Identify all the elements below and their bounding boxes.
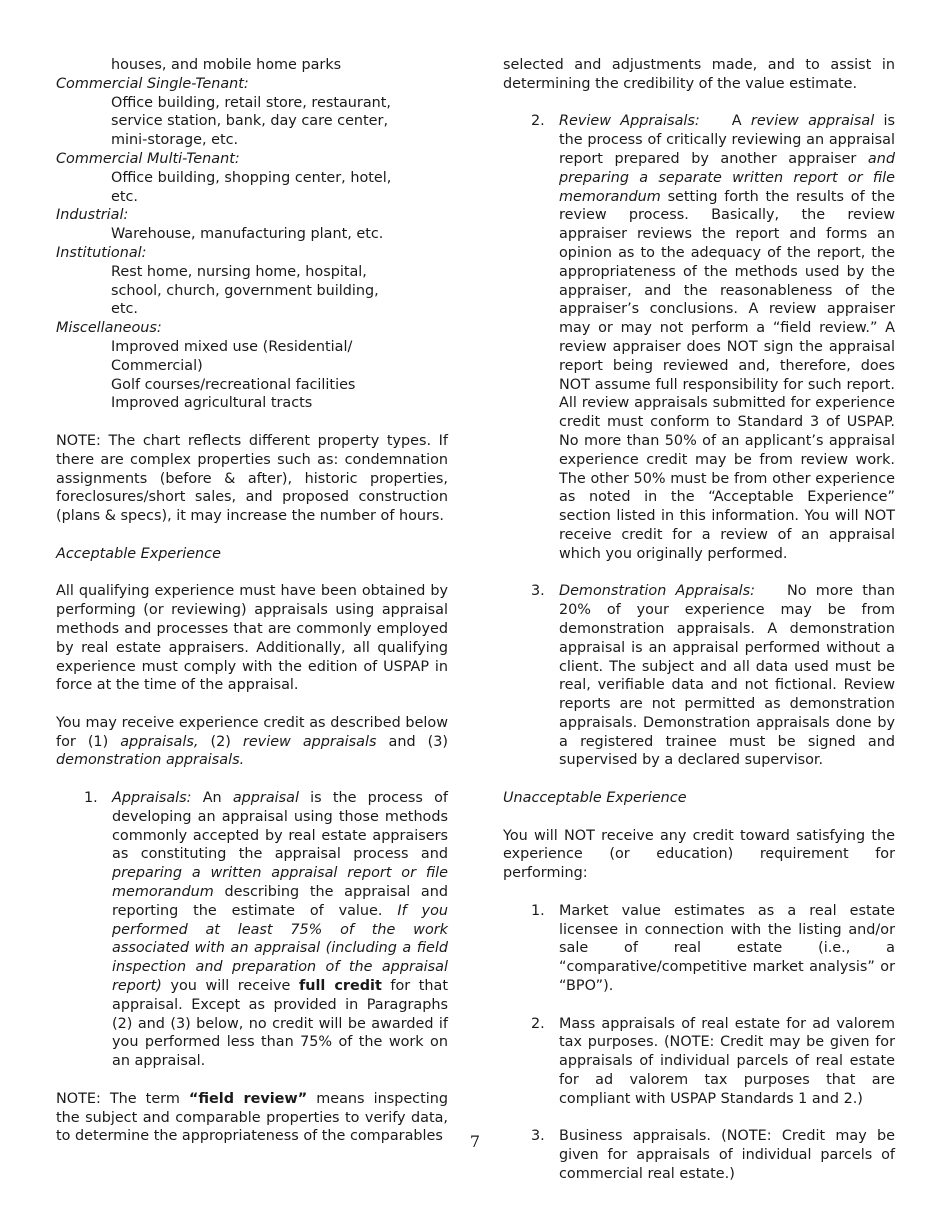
list-item-mass-appraisals: 2. Mass appraisals of real estate for ad valorem tax purposes. (NOTE: Credit may be given for appraisals of individual parcels of real estate for ad valorem tax purposes that are compliant with USPAP Standards 1 and 2.) bbox=[531, 1015, 895, 1107]
category-item: Office building, retail store, restaurant, bbox=[111, 94, 392, 111]
right-column bbox=[503, 56, 895, 1184]
list-number: 1. bbox=[531, 902, 545, 919]
category-item: etc. bbox=[111, 188, 138, 205]
category-item: Rest home, nursing home, hospital, bbox=[111, 263, 367, 280]
category-item: Office building, shopping center, hotel, bbox=[111, 169, 392, 186]
category-item: etc. bbox=[111, 301, 138, 318]
property-type-line: houses, and mobile home parks bbox=[111, 57, 342, 73]
category-item: Golf courses/recreational facilities bbox=[111, 376, 356, 393]
page-number: 7 bbox=[469, 1132, 481, 1151]
category-commercial-single-tenant: Commercial Single-Tenant: bbox=[56, 75, 249, 92]
category-item: service station, bank, day care center, bbox=[111, 113, 389, 130]
list-number: 1. bbox=[84, 790, 98, 807]
list-number: 3. bbox=[531, 583, 545, 600]
paragraph-continuation: selected and adjustments made, and to assist in determining the credibility of the value estimate. bbox=[503, 57, 895, 92]
list-item-appraisals: 1. Appraisals: An appraisal is the process of developing an appraisal using those methods commonly accepted by real estate appraisers as constituting the appraisal process and preparing a written appraisal report or file memorandum describing the appraisal and reporting the estimate of value. If you performed at least 75% of the work associated with an appraisal (including a field inspection and preparation of the appraisal report) you will receive full credit for that appraisal. Except as provided in Paragraphs (2) and (3) below, no credit will be awarded if you performed less than 75% of the work on an appraisal. bbox=[84, 790, 449, 1070]
category-commercial-multi-tenant: Commercial Multi-Tenant: bbox=[56, 150, 240, 167]
category-item: Commercial) bbox=[111, 357, 203, 374]
category-institutional: Institutional: bbox=[56, 244, 147, 261]
list-item-demonstration-appraisals: 3. Demonstration Appraisals: No more than 20% of your experience may be from demonstration appraisals. A demonstration appraisal is an appraisal performed without a client. The subject and all data used must be real, verifiable data and not fictional. Review reports are not permitted as demonstration appraisals. Demonstration appraisals done by a registered trainee must be signed and supervised by a declared supervisor. bbox=[531, 583, 895, 769]
heading-acceptable-experience: Acceptable Experience bbox=[56, 545, 221, 562]
note-property-types: NOTE: The chart reflects different property types. If there are complex properties such as: condemnation assignments (before & after), historic properties, foreclosures/short sales, and proposed construction (plans & specs), it may increase the number of hours. bbox=[56, 432, 448, 525]
category-item: mini-storage, etc. bbox=[111, 132, 239, 149]
list-item-review-appraisals: 2. Review Appraisals: A review appraisal is the process of critically reviewing an appraisal report prepared by another appraiser and preparing a separate written report or file memorandum setting forth the results of the review process. Basically, the review appraiser reviews the report and forms an opinion as to the adequacy of the report, the appropriateness of the methods used by the appraiser, and the reasonableness of the appraiser’s conclusions. A review appraiser may or may not perform a “field review.” A review appraiser does NOT sign the appraisal report being reviewed and, therefore, does NOT assume full responsibility for such report. All review appraisals submitted for experience credit must conform to Standard 3 of USPAP. No more than 50% of an applicant’s appraisal experience credit may be from review work. The other 50% must be from other experience as noted in the “Acceptable Experience” section listed in this information. You will NOT receive credit for a review of an appraisal which you originally performed. bbox=[531, 113, 896, 562]
left-column bbox=[56, 56, 448, 1146]
category-item: Warehouse, manufacturing plant, etc. bbox=[111, 226, 384, 243]
category-item: Improved agricultural tracts bbox=[111, 395, 313, 412]
paragraph-unacceptable-intro: You will NOT receive any credit toward satisfying the experience (or education) requirement for performing: bbox=[503, 827, 895, 882]
list-number: 3. bbox=[531, 1128, 545, 1145]
list-number: 2. bbox=[531, 113, 545, 130]
paragraph-qualifying-experience: All qualifying experience must have been obtained by performing (or reviewing) appraisals using appraisal methods and processes that are commonly employed by real estate appraisers. Additionally, all qualifying experience must comply with the edition of USPAP in force at the time of the appraisal. bbox=[56, 583, 448, 694]
list-number: 2. bbox=[531, 1015, 545, 1032]
list-item-business-appraisals: 3. Business appraisals. (NOTE: Credit may be given for appraisals of individual parcels of commercial real estate.) bbox=[531, 1128, 895, 1183]
list-item-market-value: 1. Market value estimates as a real estate licensee in connection with the listing and/or sale of real estate (i.e., a “comparative/competitive market analysis” or “BPO”). bbox=[531, 902, 895, 995]
paragraph-credit-intro: You may receive experience credit as described below for (1) appraisals, (2) review appraisals and (3) demonstration appraisals. bbox=[56, 714, 448, 769]
category-item: Improved mixed use (Residential/ bbox=[111, 338, 353, 355]
category-industrial: Industrial: bbox=[56, 207, 129, 224]
category-item: school, church, government building, bbox=[111, 282, 379, 299]
heading-unacceptable-experience: Unacceptable Experience bbox=[503, 790, 687, 807]
note-field-review: NOTE: The term “field review” means inspecting the subject and comparable properties to verify data, to determine the appropriateness of the comparables bbox=[56, 1090, 448, 1145]
category-miscellaneous: Miscellaneous: bbox=[56, 320, 162, 337]
